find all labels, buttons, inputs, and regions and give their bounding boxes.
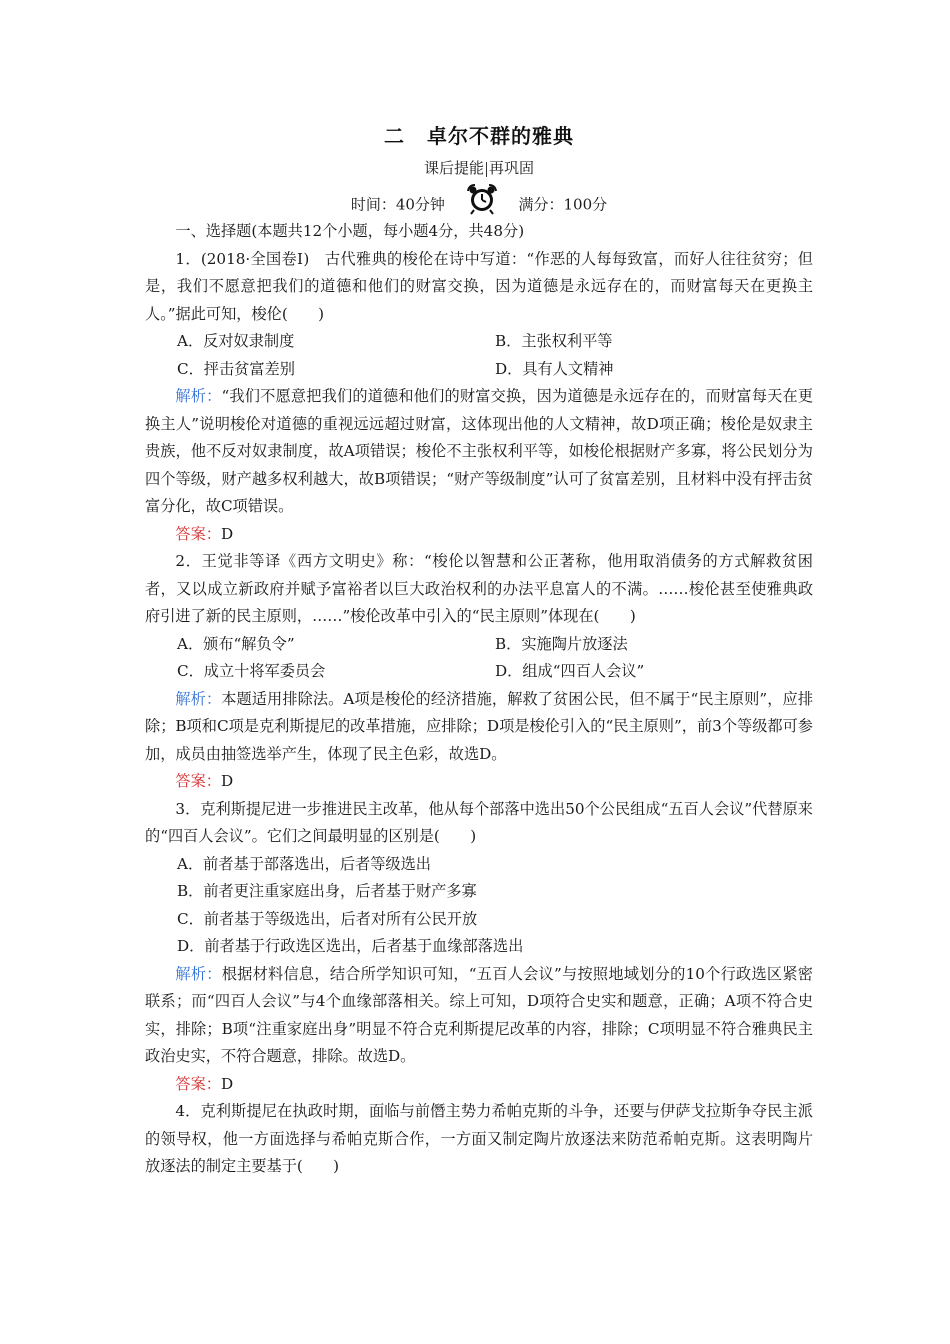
question-1-option-c: C．抨击贫富差别 [177, 359, 295, 378]
subtitle-right: 再巩固 [489, 159, 535, 177]
question-2-stem: 2．王觉非等译《西方文明史》称：“梭伦以智慧和公正著称，他用取消债务的方式解救贫困者，又以成立新政府并赋予富裕者以巨大政治权利的办法平息富人的不满。……梭伦甚至使雅典政府引进了新的民主原则，……”梭伦改革中引入的“民主原则”体现在( ) [145, 552, 813, 625]
subtitle-divider [486, 162, 487, 177]
time-score-row [145, 182, 813, 218]
question-2-options-row-2 [145, 658, 813, 686]
section-heading: 一、选择题(本题共12个小题，每小题4分，共48分) [175, 222, 525, 240]
question-3-answer [145, 1071, 813, 1099]
question-2-analysis [145, 686, 813, 769]
question-3-stem: 3．克利斯提尼进一步推进民主改革，他从每个部落中选出50个公民组成“五百人会议”代替原来的“四百人会议”。它们之间最明显的区别是( ) [145, 799, 813, 845]
question-1-option-b: B．主张权利平等 [495, 332, 613, 350]
document-page [145, 120, 813, 1181]
answer-label: 答案： [175, 1074, 221, 1093]
question-3-analysis [145, 961, 813, 1071]
question-2-answer [145, 768, 813, 796]
full-score: 满分：100分 [518, 195, 608, 214]
answer-label: 答案： [175, 524, 221, 543]
question-2-option-c: C．成立十将军委员会 [177, 662, 326, 680]
question-2-analysis-text: 本题适用排除法。A项是梭伦的经济措施，解救了贫困公民，但不属于“民主原则”，应排除；B项和C项是克利斯提尼的改革措施，应排除；D项是梭伦引入的“民主原则”，前3个等级都可参加，成员由抽签选举产生，体现了民主色彩，故选D。 [145, 689, 814, 763]
question-1-answer [145, 521, 813, 549]
analysis-label: 解析： [175, 964, 222, 983]
question-1-analysis [145, 383, 813, 521]
question-1-answer-value: D [220, 524, 234, 543]
answer-label: 答案： [175, 772, 221, 790]
question-3-option-c: C．前者基于等级选出，后者对所有公民开放 [177, 909, 478, 928]
question-2-option-a: A．颁布“解负令” [177, 634, 295, 653]
question-2-option-b: B．实施陶片放逐法 [495, 634, 628, 653]
question-1-option-a: A．反对奴隶制度 [177, 332, 295, 350]
question-2-options-row-1 [145, 631, 813, 659]
question-2-option-d: D．组成“四百人会议” [495, 662, 645, 680]
question-2-answer-value: D [220, 772, 234, 790]
question-3-analysis-text: 根据材料信息，结合所学知识可知，“五百人会议”与按照地域划分的10个行政选区紧密联系；而“四百人会议”与4个血缘部落相关。综上可知，D项符合史实和题意，正确；A项不符合史实，排除；B项“注重家庭出身”明显不符合克利斯提尼改革的内容，排除；C项明显不符合雅典民主政治史实，不符合题意，排除。故选D。 [145, 964, 813, 1065]
lesson-number: 二 [384, 124, 405, 148]
question-4-stem: 4．克利斯提尼在执政时期，面临与前僭主势力希帕克斯的斗争，还要与伊萨戈拉斯争夺民主派的领导权，他一方面选择与希帕克斯合作，一方面又制定陶片放逐法来防范希帕克斯。这表明陶片放逐法的制定主要基于( ) [145, 1102, 813, 1175]
lesson-subtitle [145, 157, 813, 178]
lesson-title [145, 120, 813, 149]
question-1-analysis-text: “我们不愿意把我们的道德和他们的财富交换，因为道德是永远存在的，而财富每天在更换主人”说明梭伦对道德的重视远远超过财富，这体现出他的人文精神，故D项正确；梭伦是奴隶主贵族，他不反对奴隶制度，故A项错误；梭伦不主张权利平等，如梭伦根据财产多寡，将公民划分为四个等级，财产越多权利越大，故B项错误；“财产等级制度”认可了贫富差别，且材料中没有抨击贫富分化，故C项错误。 [145, 387, 814, 515]
time-limit: 时间：40分钟 [350, 195, 445, 214]
analysis-label: 解析： [175, 689, 222, 708]
question-3-answer-value: D [220, 1074, 234, 1093]
question-1-options-row-1 [145, 328, 813, 356]
subtitle-left: 课后提能 [423, 159, 484, 177]
question-1-options-row-2 [145, 356, 813, 384]
question-3-option-d: D．前者基于行政选区选出，后者基于血缘部落选出 [177, 937, 524, 955]
analysis-label: 解析： [175, 387, 222, 405]
question-1-option-d: D．具有人文精神 [495, 359, 614, 378]
question-3-option-a: A．前者基于部落选出，后者等级选出 [177, 854, 431, 873]
question-3-option-b: B．前者更注重家庭出身，后者基于财产多寡 [177, 882, 477, 900]
lesson-title-text: 卓尔不群的雅典 [427, 124, 574, 148]
question-1-stem: 1．(2018·全国卷Ⅰ) 古代雅典的梭伦在诗中写道：“作恶的人每每致富，而好人往往贫穷；但是，我们不愿意把我们的道德和他们的财富交换，因为道德是永远存在的，而财富每天在更换主人。”据此可知，梭伦( ) [145, 249, 813, 323]
